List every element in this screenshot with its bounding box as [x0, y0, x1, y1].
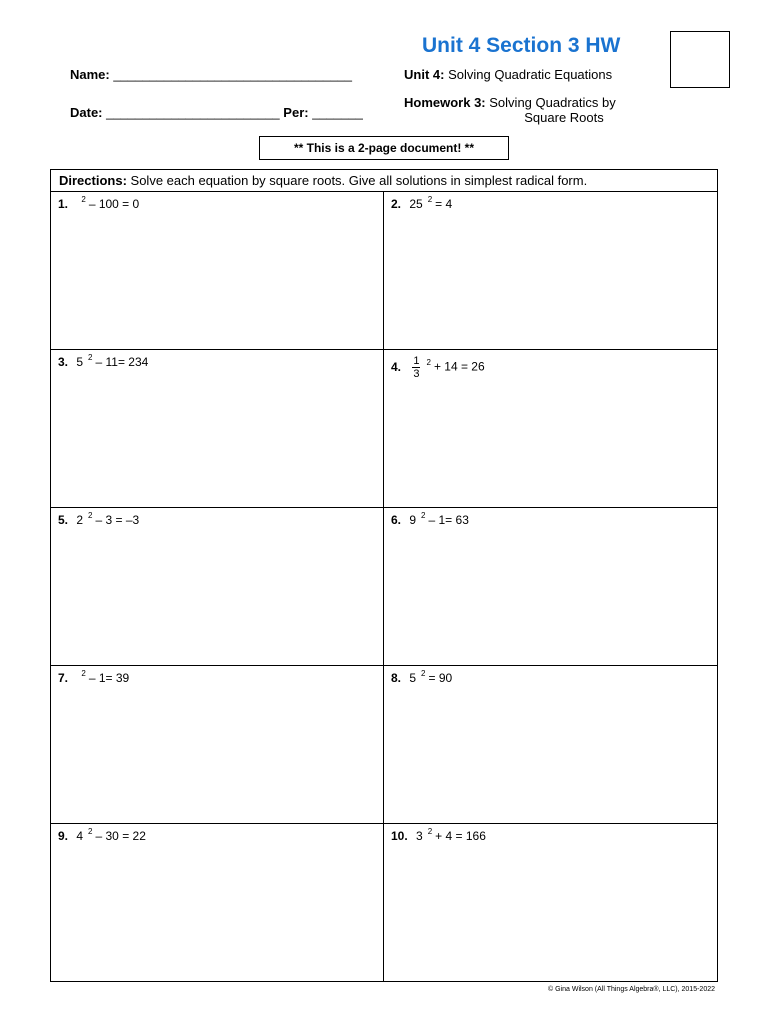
problem-cells	[51, 192, 717, 982]
equation-rest: = 4	[435, 197, 453, 211]
homework-info	[404, 95, 664, 125]
exponent: 2	[421, 669, 426, 678]
homework-text-1: Solving Quadratics by	[489, 95, 616, 110]
coefficient: 5	[76, 355, 84, 369]
problem-grid	[50, 169, 718, 982]
equation-rest: – 11= 234	[95, 355, 149, 369]
equation-rest: + 14 = 26	[433, 359, 485, 374]
exponent: 2	[81, 195, 86, 204]
date-label: Date:	[70, 105, 103, 120]
problem-9[interactable]	[51, 824, 384, 982]
equation-rest: + 4 = 166	[435, 829, 486, 843]
coefficient: 25	[409, 197, 423, 211]
problem-number: 4.	[391, 359, 402, 374]
directions-label: Directions:	[59, 173, 127, 188]
equation-rest: – 3 = –3	[95, 513, 140, 527]
copyright-footer: © Gina Wilson (All Things Algebra®, LLC), 2015-2022	[548, 986, 715, 993]
score-box	[670, 31, 730, 88]
exponent: 2	[421, 511, 426, 520]
directions-text: Solve each equation by square roots. Give all solutions in simplest radical form.	[130, 173, 588, 188]
problem-number: 5.	[58, 513, 69, 527]
exponent: 2	[427, 827, 433, 836]
fraction-denominator: 3	[413, 368, 420, 380]
unit-info	[404, 67, 612, 82]
problem-number: 10.	[391, 829, 408, 843]
homework-text-2: Square Roots	[524, 110, 604, 125]
exponent: 2	[88, 827, 93, 836]
unit-text: Solving Quadratic Equations	[448, 67, 613, 82]
problem-number: 6.	[391, 513, 402, 527]
name-field[interactable]	[70, 67, 352, 82]
exponent: 2	[88, 511, 93, 520]
page-title: Unit 4 Section 3 HW	[422, 34, 621, 57]
coefficient: 3	[416, 829, 423, 843]
coefficient: 4	[76, 829, 84, 843]
per-label: Per:	[283, 105, 309, 120]
name-blank: _________________________________	[113, 67, 352, 82]
two-page-notice: ** This is a 2-page document! **	[259, 136, 509, 160]
equation-rest: = 90	[428, 671, 453, 685]
fraction	[412, 355, 420, 380]
homework-label: Homework 3:	[404, 95, 486, 110]
exponent: 2	[81, 669, 86, 678]
problem-6[interactable]	[384, 508, 717, 666]
problem-number: 7.	[58, 671, 69, 685]
problem-2[interactable]	[384, 192, 717, 350]
coefficient: 9	[409, 513, 417, 527]
date-blank: ________________________	[106, 105, 280, 120]
problem-number: 2.	[391, 197, 402, 211]
problem-number: 3.	[58, 355, 69, 369]
unit-label: Unit 4:	[404, 67, 445, 82]
problem-number: 9.	[58, 829, 69, 843]
problem-8[interactable]	[384, 666, 717, 824]
per-blank: _______	[312, 105, 363, 120]
problem-7[interactable]	[51, 666, 384, 824]
equation-rest: – 1= 39	[88, 671, 130, 685]
problem-1[interactable]	[51, 192, 384, 350]
exponent: 2	[427, 195, 433, 204]
exponent: 2	[88, 353, 93, 362]
problem-10[interactable]	[384, 824, 717, 982]
equation-rest: – 1= 63	[428, 513, 469, 527]
coefficient: 2	[76, 513, 84, 527]
directions	[51, 170, 717, 192]
date-per-field[interactable]	[70, 105, 363, 120]
exponent: 2	[426, 357, 431, 367]
problem-number: 8.	[391, 671, 402, 685]
coefficient: 5	[409, 671, 417, 685]
name-label: Name:	[70, 67, 110, 82]
problem-number: 1.	[58, 197, 69, 211]
equation-rest: – 100 = 0	[88, 197, 140, 211]
equation-rest: – 30 = 22	[95, 829, 146, 843]
problem-3[interactable]	[51, 350, 384, 508]
problem-5[interactable]	[51, 508, 384, 666]
fraction-numerator: 1	[413, 355, 420, 367]
problem-4[interactable]	[384, 350, 717, 508]
